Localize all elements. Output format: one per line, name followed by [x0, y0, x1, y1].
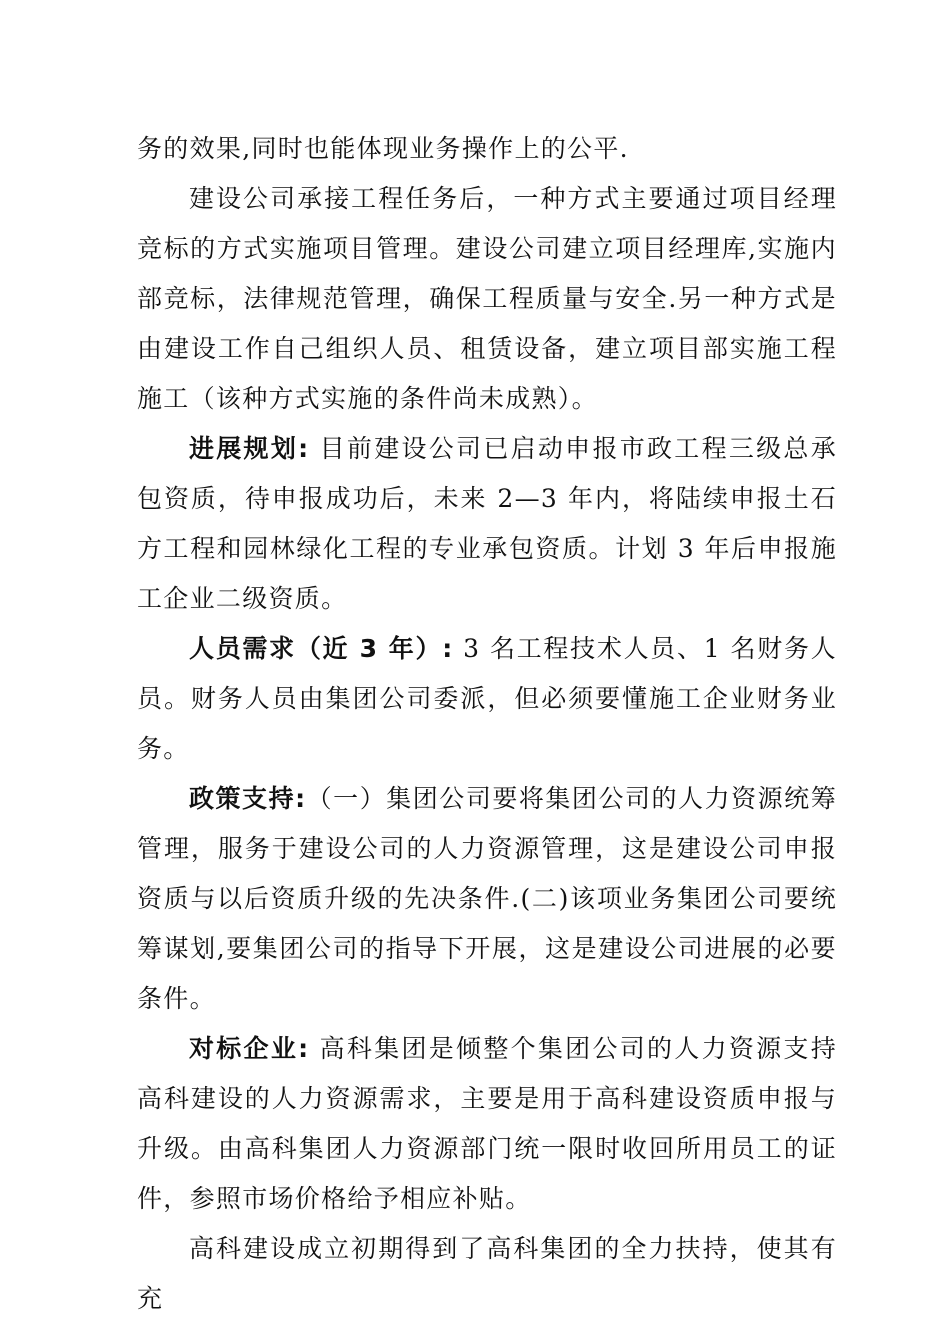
paragraph-text: 高科建设成立初期得到了高科集团的全力扶持，使其有充: [137, 1234, 837, 1313]
paragraph-lead-heading: 人员需求（近 3 年）:: [189, 634, 454, 663]
paragraph-continuation: [137, 124, 837, 174]
document-body: [137, 124, 837, 1324]
paragraph-text: 目前建设公司已启动申报市政工程三级总承包资质，待申报成功后，未来 2—3 年内，将陆续申报土石方工程和园林绿化工程的专业承包资质。计划 3 年后申报施工企业二级资质。: [137, 434, 837, 613]
paragraph-lead-heading: 对标企业:: [189, 1034, 310, 1063]
paragraph-gaoke-construction: [137, 1224, 837, 1324]
paragraph-text: 建设公司承接工程任务后，一种方式主要通过项目经理竞标的方式实施项目管理。建设公司建立项目经理库,实施内部竞标，法律规范管理，确保工程质量与安全.另一种方式是由建设工作自己组织人员、租赁设备，建立项目部实施工程施工（该种方式实施的条件尚未成熟）。: [137, 184, 837, 413]
paragraph-staffing-needs: [137, 624, 837, 774]
paragraph-text: （一）集团公司要将集团公司的人力资源统筹管理，服务于建设公司的人力资源管理，这是建设公司申报资质与以后资质升级的先决条件.(二)该项业务集团公司要统筹谋划,要集团公司的指导下开展，这是建设公司进展的必要条件。: [137, 784, 837, 1013]
paragraph-text: 高科集团是倾整个集团公司的人力资源支持高科建设的人力资源需求，主要是用于高科建设资质申报与升级。由高科集团人力资源部门统一限时收回所用员工的证件，参照市场价格给予相应补贴。: [137, 1034, 837, 1213]
paragraph-benchmark-enterprise: [137, 1024, 837, 1224]
paragraph-text: 务的效果,同时也能体现业务操作上的公平.: [137, 134, 629, 163]
paragraph-lead-heading: 政策支持:: [189, 784, 307, 813]
paragraph-construction-approach: [137, 174, 837, 424]
paragraph-lead-heading: 进展规划:: [189, 434, 310, 463]
paragraph-development-plan: [137, 424, 837, 624]
paragraph-text: 3 名工程技术人员、1 名财务人员。财务人员由集团公司委派，但必须要懂施工企业财务业务。: [137, 634, 837, 763]
paragraph-policy-support: [137, 774, 837, 1024]
